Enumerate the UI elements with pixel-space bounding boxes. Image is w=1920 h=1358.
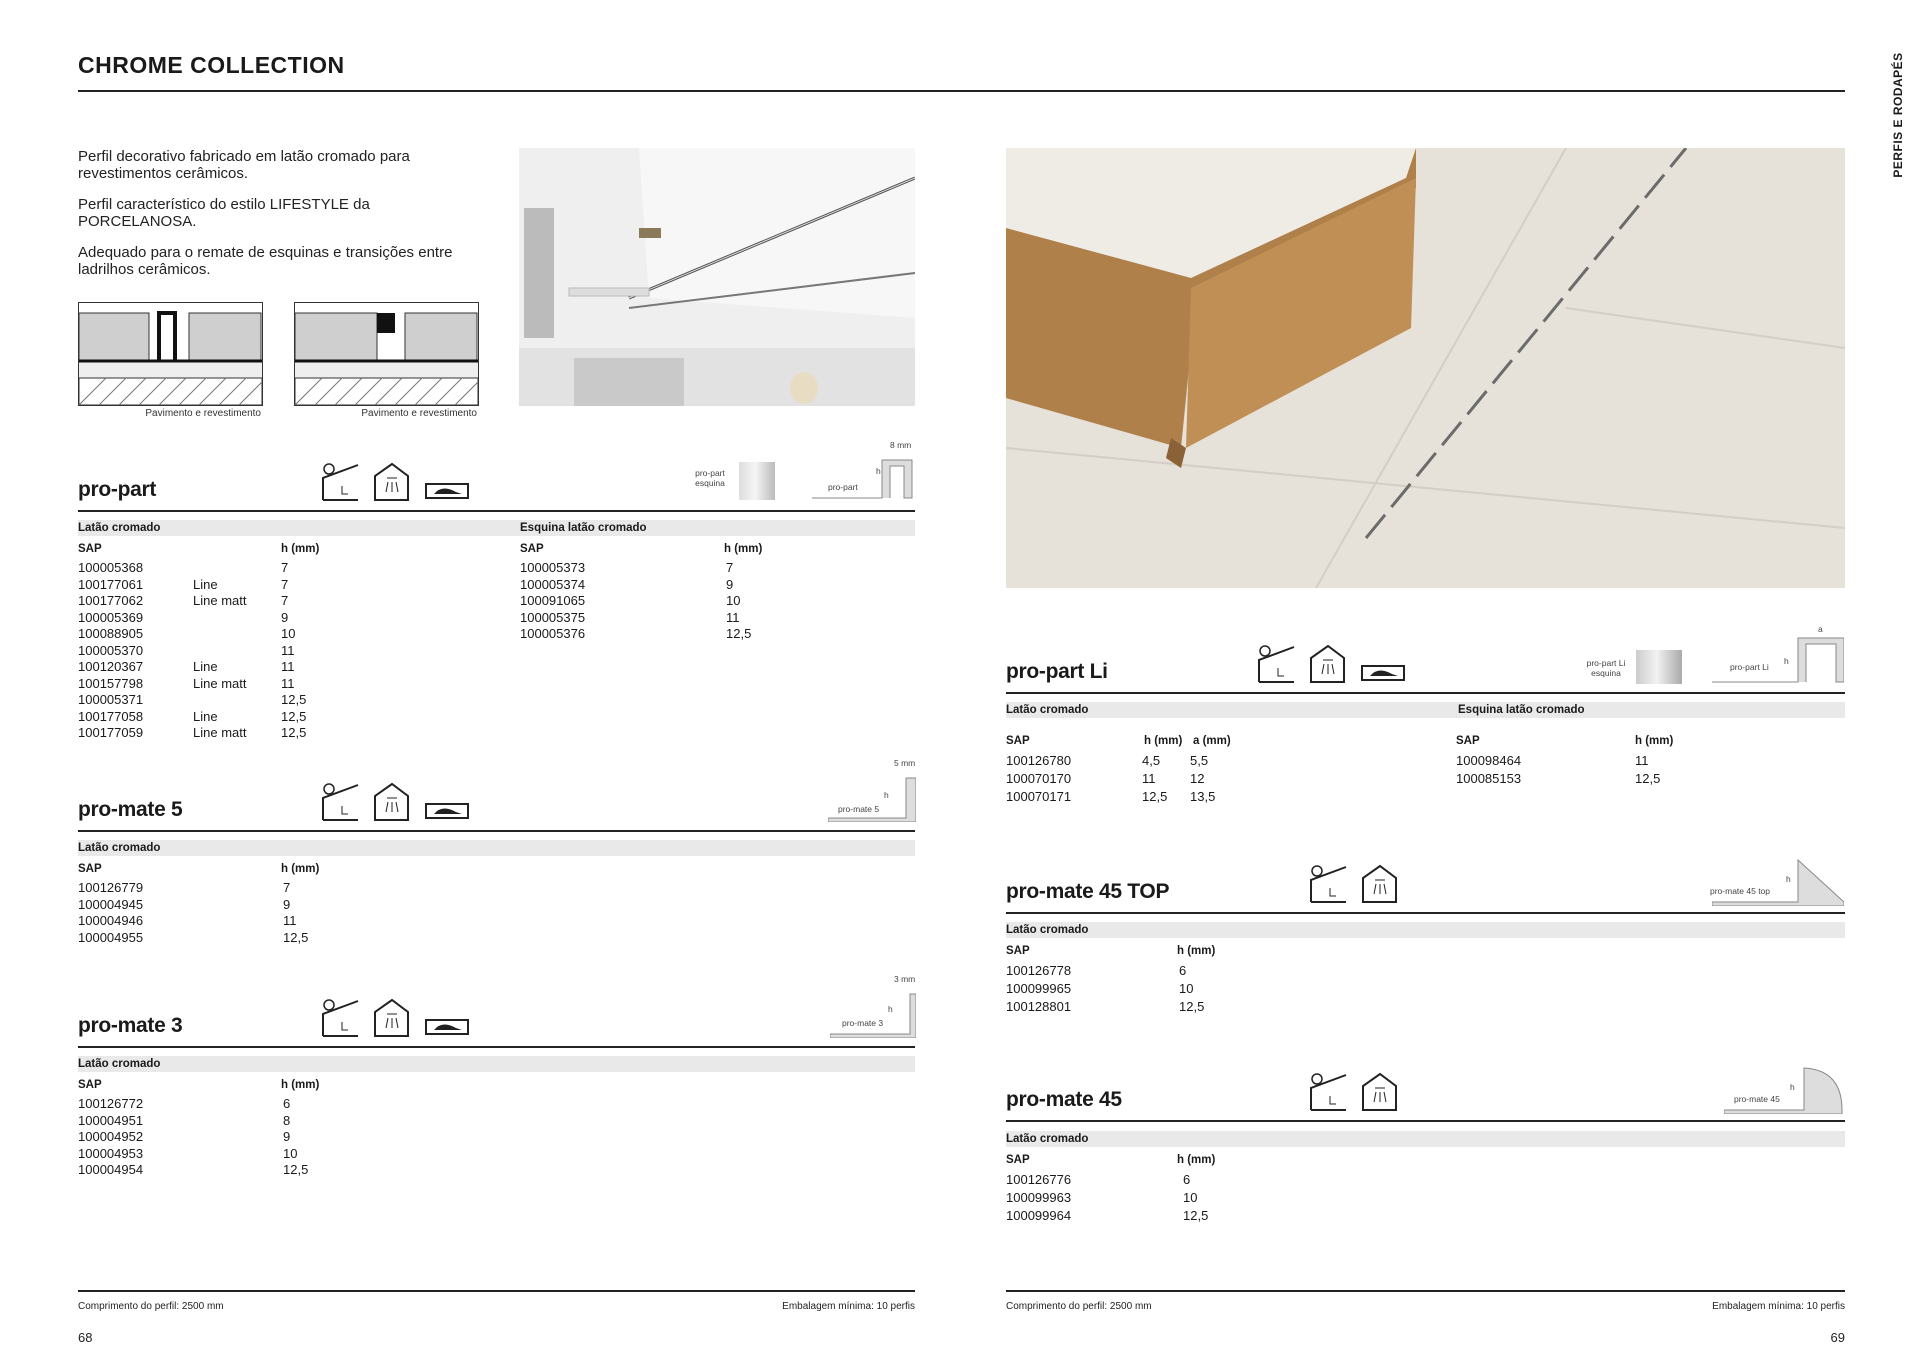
height-value: 12,5 — [283, 929, 309, 945]
installation-diagram — [294, 302, 479, 406]
table-row — [78, 560, 418, 577]
profile-label: pro-part — [828, 482, 858, 492]
usage-icons — [320, 460, 470, 502]
usage-icons — [320, 780, 470, 822]
column-header: SAP — [520, 543, 544, 555]
a-value: 12 — [1190, 771, 1205, 786]
table-row — [78, 1146, 378, 1163]
floor-traffic-icon — [426, 484, 468, 498]
table-row — [78, 610, 418, 627]
height-value: 12,5 — [726, 626, 752, 641]
subheading-bar — [78, 1056, 915, 1072]
line-variant: Line — [193, 708, 218, 724]
column-header: SAP — [1456, 735, 1480, 747]
indoor-outdoor-icon — [1259, 646, 1294, 682]
table-pro-part-li — [1006, 752, 1306, 806]
table-row — [78, 1129, 378, 1146]
height-value: 10 — [283, 1145, 298, 1161]
table-row — [1006, 752, 1306, 770]
indoor-outdoor-icon — [1311, 1074, 1346, 1110]
height-value: 4,5 — [1142, 753, 1161, 768]
table-row — [1006, 998, 1306, 1016]
diagram-drawing — [79, 303, 262, 405]
section-rule — [78, 510, 915, 512]
table-pro-mate-45-top — [1006, 962, 1306, 1016]
height-value: 8 — [283, 1112, 291, 1128]
height-value: 9 — [283, 896, 291, 912]
floor-traffic-icon — [1362, 666, 1404, 680]
sap-code: 100120367 — [78, 659, 144, 674]
shower-icon — [375, 464, 408, 500]
table-row — [520, 610, 860, 627]
table-pro-part-corner — [520, 560, 860, 643]
table-row — [78, 709, 418, 726]
height-value: 12,5 — [1142, 789, 1168, 804]
table-row — [78, 643, 418, 660]
column-header: a (mm) — [1193, 735, 1231, 747]
subheading-bar — [78, 520, 915, 536]
sap-code: 100126780 — [1006, 753, 1072, 768]
floor-traffic-icon — [426, 1020, 468, 1034]
sap-code: 100005373 — [520, 560, 586, 575]
usage-icons — [1256, 642, 1406, 684]
height-value: 11 — [283, 913, 297, 928]
group-heading: Latão cromado — [78, 842, 161, 854]
shower-icon — [1363, 1074, 1396, 1110]
sap-code: 100004951 — [78, 1112, 144, 1128]
sap-code: 100005370 — [78, 642, 144, 658]
column-header: SAP — [78, 1079, 102, 1091]
column-header: SAP — [1006, 1154, 1030, 1166]
height-value: 9 — [283, 1129, 291, 1144]
column-header: SAP — [78, 863, 102, 875]
height-value: 12,5 — [281, 692, 307, 707]
section-title-pro-mate-45: pro-mate 45 — [1006, 1088, 1122, 1111]
dimension-label: 5 mm — [894, 758, 916, 768]
table-row — [78, 593, 418, 610]
usage-icons — [1308, 1070, 1408, 1112]
sap-code: 100005371 — [78, 692, 144, 707]
floor-photo — [1006, 148, 1845, 588]
line-variant: Line — [193, 659, 218, 674]
section-rule — [1006, 1120, 1845, 1122]
height-value: 7 — [726, 560, 734, 575]
profile-label: pro-mate 5 — [838, 804, 880, 814]
sap-code: 100126776 — [1006, 1172, 1072, 1187]
sap-code: 100005376 — [520, 626, 586, 641]
diagram-caption: Pavimento e revestimento — [361, 408, 477, 419]
shower-icon — [375, 784, 408, 820]
sap-code: 100085153 — [1456, 771, 1522, 786]
sap-code: 100098464 — [1456, 753, 1522, 768]
table-row — [78, 626, 418, 643]
line-variant: Line — [193, 576, 218, 592]
height-value: 12,5 — [281, 708, 307, 724]
height-value: 7 — [281, 593, 289, 608]
table-row — [78, 659, 418, 676]
intro-paragraph: Perfil característico do estilo LIFESTYLE da PORCELANOSA. — [78, 196, 370, 230]
column-header: SAP — [1006, 735, 1030, 747]
column-header: SAP — [78, 543, 102, 555]
table-pro-part-li-corner — [1456, 752, 1756, 788]
profile-drawing-pro-mate-45 — [1724, 1064, 1844, 1114]
sap-code: 100004946 — [78, 913, 144, 928]
sap-code: 100070170 — [1006, 771, 1072, 786]
profile-length: Comprimento do perfil: 2500 mm — [78, 1301, 224, 1312]
h-label: h — [1786, 874, 1791, 884]
a-value: 13,5 — [1190, 789, 1216, 804]
height-value: 12,5 — [281, 725, 307, 740]
sap-code: 100070171 — [1006, 789, 1072, 804]
group-heading: Latão cromado — [78, 1058, 161, 1070]
height-value: 9 — [726, 576, 734, 592]
table-row — [520, 560, 860, 577]
indoor-outdoor-icon — [323, 464, 358, 500]
profile-length: Comprimento do perfil: 2500 mm — [1006, 1301, 1152, 1312]
sap-code: 100004954 — [78, 1162, 144, 1177]
h-label: h — [1784, 656, 1789, 666]
sap-code: 100099965 — [1006, 981, 1072, 996]
table-row — [1006, 962, 1306, 980]
h-label: h — [1790, 1082, 1795, 1092]
sap-code: 100177059 — [78, 725, 144, 740]
header-rule — [78, 90, 1845, 92]
sap-code: 100004952 — [78, 1129, 144, 1144]
sap-code: 100088905 — [78, 626, 144, 641]
table-row — [78, 1162, 378, 1179]
column-header: h (mm) — [724, 543, 763, 555]
page-number: 68 — [78, 1330, 93, 1345]
group-heading: Latão cromado — [1006, 704, 1089, 716]
h-label: h — [888, 1004, 893, 1014]
subheading-bar — [1006, 702, 1845, 718]
usage-icons — [1308, 862, 1408, 904]
h-label: h — [876, 466, 881, 476]
bathroom-photo — [519, 148, 915, 406]
section-title-pro-mate-5: pro-mate 5 — [78, 798, 183, 821]
height-value: 9 — [281, 609, 289, 625]
page-number: 69 — [1830, 1330, 1845, 1345]
table-pro-part — [78, 560, 418, 742]
diagram-caption: Pavimento e revestimento — [145, 408, 261, 419]
section-rule — [1006, 692, 1845, 694]
table-row — [1006, 788, 1306, 806]
sap-code: 100157798 — [78, 675, 144, 691]
line-variant: Line matt — [193, 675, 247, 691]
group-heading: Esquina latão cromado — [1458, 704, 1585, 716]
sap-code: 100005369 — [78, 609, 144, 625]
subheading-bar — [1006, 922, 1845, 938]
table-row — [78, 913, 378, 930]
sap-code: 100091065 — [520, 593, 586, 608]
table-row — [1006, 770, 1306, 788]
indoor-outdoor-icon — [323, 1000, 358, 1036]
table-row — [78, 577, 418, 594]
height-value: 6 — [1183, 1172, 1191, 1187]
sap-code: 100126772 — [78, 1096, 144, 1111]
column-header: h (mm) — [281, 863, 320, 875]
profile-drawing-pro-mate-45-top — [1712, 858, 1844, 906]
height-value: 10 — [281, 626, 296, 641]
height-value: 6 — [283, 1096, 291, 1111]
table-row — [1006, 980, 1306, 998]
shower-icon — [1363, 866, 1396, 902]
footer-rule — [1006, 1290, 1845, 1292]
section-title-pro-mate-45-top: pro-mate 45 TOP — [1006, 880, 1170, 903]
sap-code: 100177061 — [78, 576, 144, 592]
subheading-bar — [1006, 1131, 1845, 1147]
sap-code: 100177062 — [78, 593, 144, 608]
table-row — [78, 930, 378, 947]
sap-code: 100004945 — [78, 896, 144, 912]
column-header: h (mm) — [281, 543, 320, 555]
section-rule — [1006, 912, 1845, 914]
group-heading: Esquina latão cromado — [520, 522, 647, 534]
sap-code: 100005375 — [520, 609, 586, 625]
intro-paragraph: Perfil decorativo fabricado em latão cromado para revestimentos cerâmicos. — [78, 148, 410, 182]
table-row — [1006, 1189, 1306, 1207]
column-header: h (mm) — [281, 1079, 320, 1091]
floor-photo-drawing — [1006, 148, 1845, 588]
a-value: 5,5 — [1190, 753, 1209, 768]
height-value: 12,5 — [283, 1162, 309, 1177]
table-row — [1006, 1171, 1306, 1189]
intro-text — [78, 148, 480, 292]
shower-icon — [1311, 646, 1344, 682]
section-rule — [78, 830, 915, 832]
bathroom-photo-drawing — [519, 148, 915, 406]
table-row — [78, 1096, 378, 1113]
table-row — [520, 577, 860, 594]
table-row — [78, 897, 378, 914]
table-pro-mate-3 — [78, 1096, 378, 1179]
side-tab-label: PERFIS E RODAPÉS — [1891, 52, 1905, 178]
profile-drawing-pro-mate-5 — [828, 770, 916, 822]
table-pro-mate-45 — [1006, 1171, 1306, 1225]
profile-drawing-pro-mate-3 — [830, 986, 916, 1038]
sap-code: 100004953 — [78, 1145, 144, 1161]
height-value: 10 — [726, 593, 741, 608]
subheading-bar — [78, 840, 915, 856]
shower-icon — [375, 1000, 408, 1036]
section-title-pro-mate-3: pro-mate 3 — [78, 1014, 183, 1037]
corner-piece-image — [1636, 650, 1682, 684]
sap-code: 100126779 — [78, 880, 144, 895]
height-value: 11 — [281, 659, 295, 674]
installation-diagram — [78, 302, 263, 406]
table-row — [78, 880, 378, 897]
sap-code: 100128801 — [1006, 999, 1072, 1014]
section-rule — [78, 1046, 915, 1048]
line-variant: Line matt — [193, 725, 247, 740]
diagram-drawing — [295, 303, 478, 405]
sap-code: 100099963 — [1006, 1190, 1072, 1205]
minimum-pack: Embalagem mínima: 10 perfis — [1712, 1301, 1845, 1312]
sap-code: 100126778 — [1006, 963, 1072, 978]
page-title: CHROME COLLECTION — [78, 52, 345, 78]
table-row — [520, 593, 860, 610]
profile-drawing-pro-part-li — [1712, 626, 1844, 686]
height-value: 7 — [283, 880, 291, 895]
indoor-outdoor-icon — [1311, 866, 1346, 902]
table-row — [1456, 752, 1756, 770]
table-row — [1006, 1207, 1306, 1225]
height-value: 11 — [281, 675, 295, 691]
sap-code: 100005374 — [520, 576, 586, 592]
column-header: h (mm) — [1144, 735, 1183, 747]
height-value: 10 — [1183, 1190, 1198, 1205]
group-heading: Latão cromado — [78, 522, 161, 534]
corner-label: pro-part esquina — [695, 468, 725, 488]
sap-code: 100005368 — [78, 560, 144, 575]
corner-piece-image — [739, 462, 775, 500]
indoor-outdoor-icon — [323, 784, 358, 820]
group-heading: Latão cromado — [1006, 924, 1089, 936]
height-value: 7 — [281, 576, 289, 592]
height-value: 11 — [726, 609, 740, 625]
column-header: h (mm) — [1177, 1154, 1216, 1166]
sap-code: 100177058 — [78, 708, 144, 724]
side-tab — [1888, 50, 1908, 180]
profile-label: pro-mate 3 — [842, 1018, 884, 1028]
dimension-label: 3 mm — [894, 974, 916, 984]
section-title-pro-part: pro-part — [78, 478, 157, 501]
sap-code: 100099964 — [1006, 1208, 1072, 1223]
table-row — [78, 1113, 378, 1130]
sap-code: 100004955 — [78, 929, 144, 945]
profile-label: pro-part Li — [1730, 662, 1769, 672]
table-row — [78, 692, 418, 709]
h-label: h — [884, 790, 889, 800]
column-header: SAP — [1006, 945, 1030, 957]
height-value: 12,5 — [1635, 771, 1661, 786]
height-value: 11 — [1635, 753, 1649, 768]
column-header: h (mm) — [1177, 945, 1216, 957]
profile-label: pro-mate 45 — [1734, 1094, 1780, 1104]
section-title-pro-part-li: pro-part Li — [1006, 660, 1108, 683]
table-row — [1456, 770, 1756, 788]
profile-label: pro-mate 45 top — [1710, 886, 1771, 896]
corner-label: pro-part Li esquina — [1586, 658, 1626, 678]
column-header: h (mm) — [1635, 735, 1674, 747]
height-value: 12,5 — [1179, 999, 1205, 1014]
floor-traffic-icon — [426, 804, 468, 818]
table-row — [78, 725, 418, 742]
group-heading: Latão cromado — [1006, 1133, 1089, 1145]
minimum-pack: Embalagem mínima: 10 perfis — [782, 1301, 915, 1312]
footer-rule — [78, 1290, 915, 1292]
height-value: 10 — [1179, 981, 1194, 996]
height-value: 6 — [1179, 963, 1187, 978]
intro-paragraph: Adequado para o remate de esquinas e transições entre ladrilhos cerâmicos. — [78, 244, 453, 278]
table-row — [78, 676, 418, 693]
height-value: 7 — [281, 560, 289, 575]
table-row — [520, 626, 860, 643]
height-value: 12,5 — [1183, 1208, 1209, 1223]
usage-icons — [320, 996, 470, 1038]
dimension-label: 8 mm — [890, 440, 912, 450]
height-value: 11 — [1142, 771, 1156, 786]
table-pro-mate-5 — [78, 880, 378, 946]
a-label: a — [1818, 624, 1823, 634]
height-value: 11 — [281, 642, 295, 658]
line-variant: Line matt — [193, 593, 247, 608]
